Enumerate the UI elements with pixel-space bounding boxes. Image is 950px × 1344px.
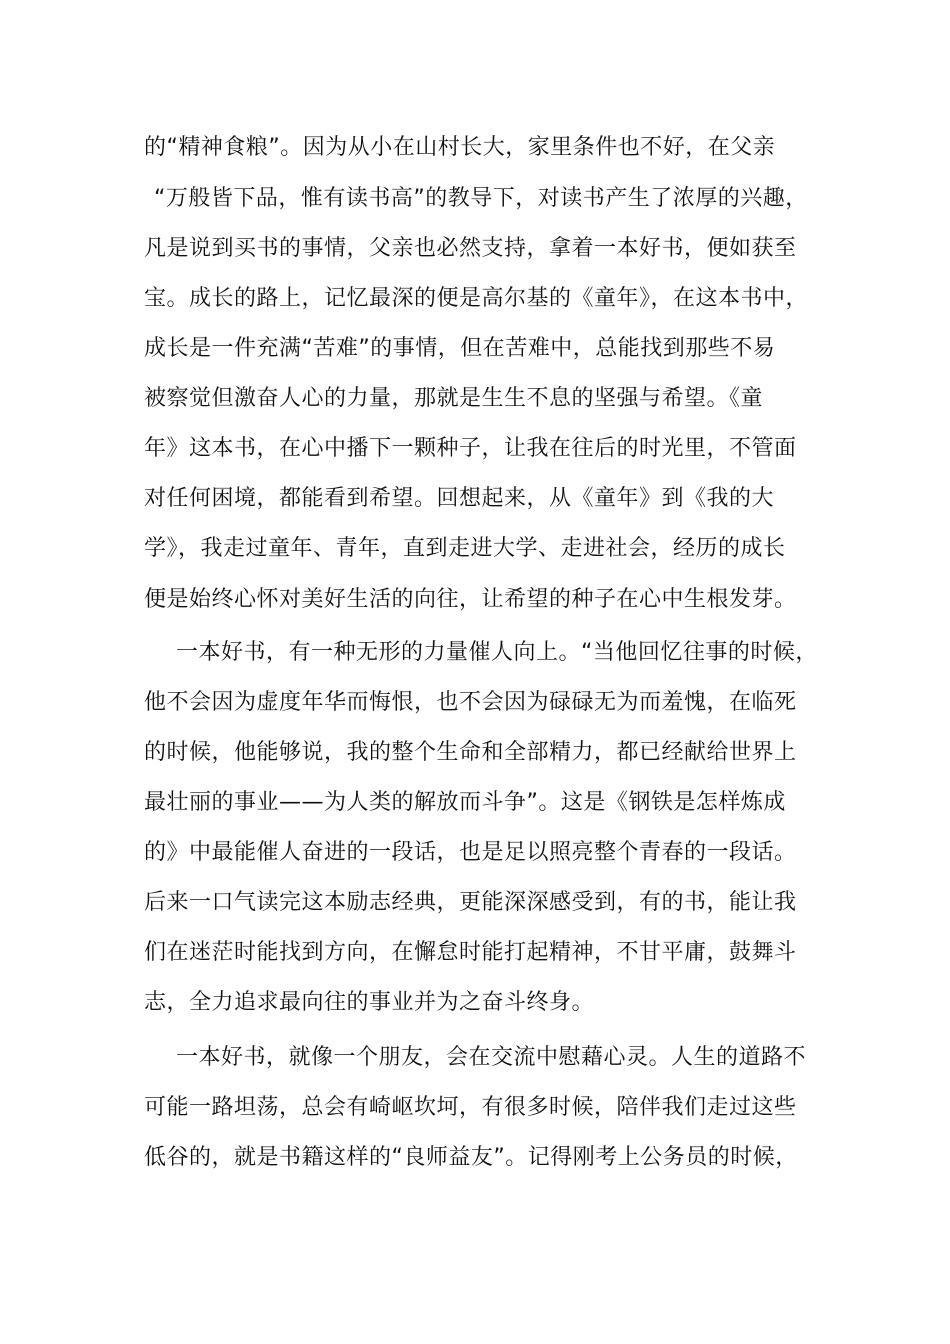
text-line: 的时候，他能够说，我的整个生命和全部精力，都已经献给世界上 bbox=[144, 740, 797, 765]
text-line: 后来一口气读完这本励志经典，更能深深感受到，有的书，能让我 bbox=[144, 890, 797, 915]
paragraph-first-line: 一本好书，有一种无形的力量催人向上。“当他回忆往事的时候， bbox=[176, 640, 818, 665]
text-line: 他不会因为虚度年华而悔恨，也不会因为碌碌无为而羞愧，在临死 bbox=[144, 690, 797, 715]
text-line: 可能一路坦荡，总会有崎岖坎坷，有很多时候，陪伴我们走过这些 bbox=[144, 1095, 797, 1120]
text-line: 们在迷茫时能找到方向，在懈怠时能打起精神，不甘平庸，鼓舞斗 bbox=[144, 940, 797, 965]
text-line: 凡是说到买书的事情，父亲也必然支持，拿着一本好书，便如获至 bbox=[144, 236, 797, 261]
text-line: 的》中最能催人奋进的一段话，也是足以照亮整个青春的一段话。 bbox=[144, 840, 797, 865]
text-line: 年》这本书，在心中播下一颗种子，让我在往后的时光里，不管面 bbox=[144, 436, 797, 461]
text-line: “万般皆下品，惟有读书高”的教导下，对读书产生了浓厚的兴趣， bbox=[154, 186, 808, 211]
text-line: 志，全力追求最向往的事业并为之奋斗终身。 bbox=[144, 990, 595, 1015]
text-line: 成长是一件充满“苦难”的事情，但在苦难中，总能找到那些不易 bbox=[144, 336, 776, 361]
text-line: 低谷的，就是书籍这样的“良师益友”。记得刚考上公务员的时候， bbox=[144, 1145, 798, 1170]
text-line: 对任何困境，都能看到希望。回想起来，从《童年》到《我的大 bbox=[144, 486, 775, 511]
text-line: 的“精神食粮”。因为从小在山村长大，家里条件也不好，在父亲 bbox=[144, 135, 776, 160]
text-line: 宝。成长的路上，记忆最深的便是高尔基的《童年》，在这本书中， bbox=[144, 286, 809, 311]
text-line: 被察觉但激奋人心的力量，那就是生生不息的坚强与希望。《童 bbox=[144, 386, 764, 411]
paragraph-first-line: 一本好书，就像一个朋友，会在交流中慰藉心灵。人生的道路不 bbox=[176, 1045, 807, 1070]
text-line: 最壮丽的事业——为人类的解放而斗争”。这是《钢铁是怎样炼成 bbox=[144, 790, 786, 815]
text-line: 便是始终心怀对美好生活的向往，让希望的种子在心中生根发芽。 bbox=[144, 587, 797, 612]
text-line: 学》，我走过童年、青年，直到走进大学、走进社会，经历的成长 bbox=[144, 536, 786, 561]
